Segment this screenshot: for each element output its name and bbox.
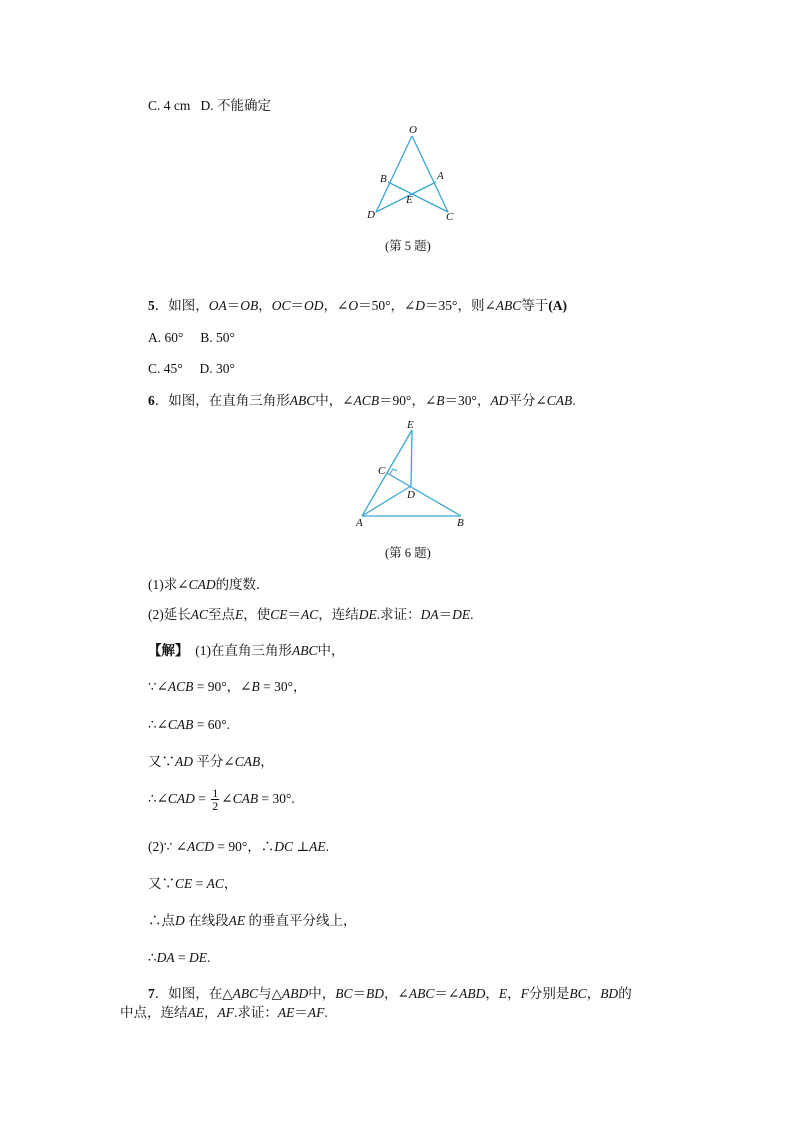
fig6-label-c: C [378,465,386,477]
q5-option-d: D. 30° [199,361,235,376]
q4-option-d: D. 不能确定 [200,98,271,113]
solution-line-7: 又∵CE = AC， [148,876,238,891]
fig6-line-ad [362,486,411,516]
q4-options-line [148,97,271,115]
fraction-one-half: $\frac{1}{2}$ [212,786,219,814]
q7-number: 7 [148,986,155,1001]
fig5-caption: (第 5 题) [385,239,431,253]
q6-number: 6 [148,393,155,408]
fig6-line-ed [411,430,412,486]
q5-option-a: A. 60° [148,330,184,345]
solution-line-2: ∵∠ACB = 90°，∠B = 30°， [148,679,307,694]
q5-stem: 5．如图，OA＝OB，OC＝OD，∠O＝50°，∠D＝35°，则∠ABC等于(A) [148,298,568,313]
fig5-label-b: B [380,173,387,185]
solution-line-4: 又∵AD 平分∠CAB， [148,754,274,769]
fig6-label-a: A [356,517,363,529]
solution-line-6: (2)∵ ∠ACD = 90°，∴DC ⊥AE. [148,839,330,854]
q5-option-c: C. 45° [148,361,183,376]
q5-number: 5 [148,298,155,313]
solution-head: 【解】 [148,643,189,658]
q7-stem-line-1: 7．如图，在△ABC与△ABD中，BC＝BD，∠ABC＝∠ABD，E，F分别是BC，BD的 [148,986,632,1001]
solution-line-8: ∴点D 在线段AE 的垂直平分线上， [148,913,357,928]
q6-sub2: (2)延长AC至点E，使CE＝AC，连结DE.求证：DA＝DE. [148,607,474,622]
solution-line-9: ∴DA = DE. [148,950,211,965]
q4-option-c: C. 4 cm [148,98,191,113]
fig5-label-c: C [446,211,454,223]
q5-option-b: B. 50° [200,330,235,345]
fig6-right-angle-mark [390,469,397,474]
fig5-label-d: D [367,209,375,221]
solution-line-1: 【解】 (1)在直角三角形ABC中， [148,643,345,658]
figure-5 [360,120,460,230]
solution-line-3: ∴∠CAB = 60°. [148,717,231,732]
q6-sub1: (1)求∠CAD的度数． [148,577,270,592]
q6-stem: 6．如图，在直角三角形ABC中，∠ACB＝90°，∠B＝30°，AD平分∠CAB. [148,393,576,408]
solution-line-5: ∴∠CAD = $\frac{1}{2}$ ∠CAB = 30°. [148,786,295,814]
q7-stem-line-2: 中点，连结AE，AF.求证：AE＝AF. [120,1005,328,1020]
fig6-caption: (第 6 题) [385,546,431,560]
q5-options-cd [148,360,235,378]
q5-answer: (A) [548,298,568,313]
q5-options-ab [148,329,235,347]
fig5-label-e: E [406,194,413,206]
fig6-label-d: D [407,489,415,501]
figure-6 [350,418,480,533]
fig5-label-o: O [409,124,417,136]
fig5-line-bc [388,182,448,212]
fig5-label-a: A [437,170,444,182]
fig6-label-b: B [457,517,464,529]
fig6-label-e: E [407,419,414,431]
